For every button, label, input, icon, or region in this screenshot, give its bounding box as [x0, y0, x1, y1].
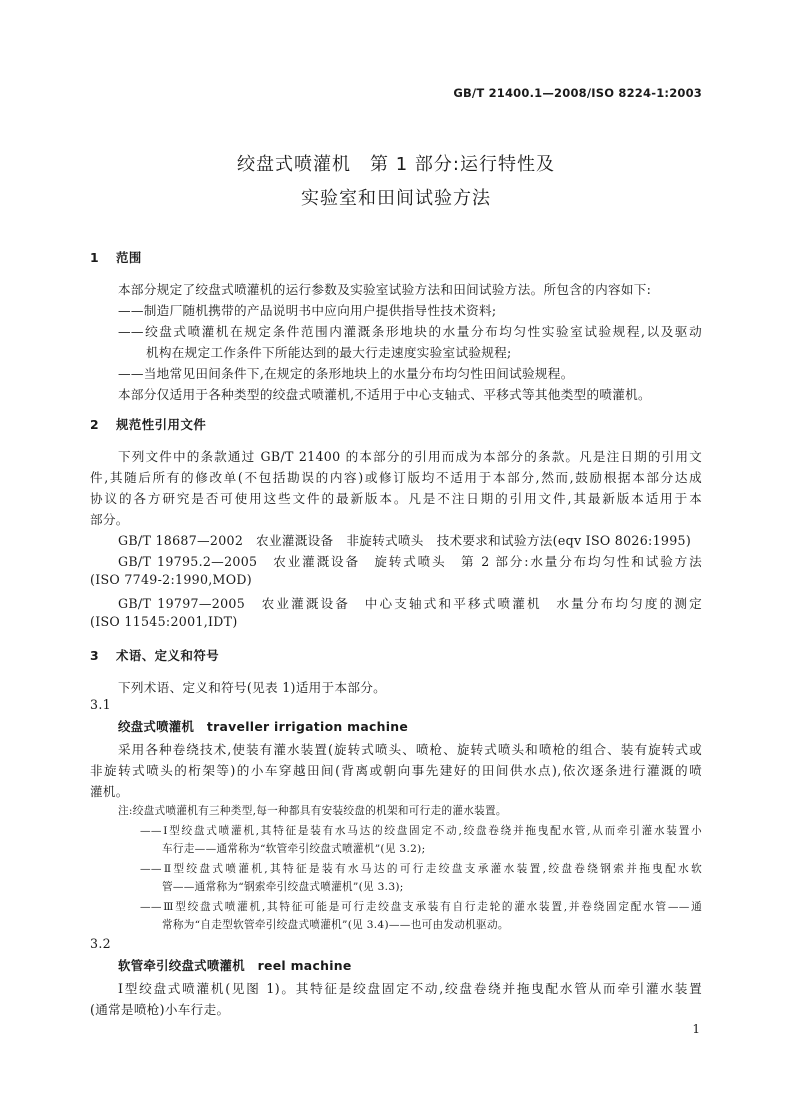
- note-item-continuation: 管——通常称为“钢索牵引绞盘式喷灌机”(见 3.3);: [162, 881, 404, 893]
- term-entry: [118, 717, 408, 735]
- clause-number: 3.1: [90, 697, 111, 712]
- section-title: 术语、定义和符号: [116, 648, 220, 663]
- list-item: ——绞盘式喷灌机在规定条件范围内灌溉条形地块的水量分布均匀性实验室试验规程,以及驱动: [118, 324, 702, 339]
- paragraph: 本部分规定了绞盘式喷灌机的运行参数及实验室试验方法和田间试验方法。所包含的内容如下:: [118, 282, 652, 297]
- paragraph: 下列术语、定义和符号(见表 1)适用于本部分。: [118, 680, 387, 695]
- reference-item: GB/T 19795.2—2005 农业灌溉设备 旋转式喷头 第 2 部分:水量分布均匀性和试验方法: [118, 554, 702, 569]
- term-english: traveller irrigation machine: [206, 719, 409, 734]
- section-number: 2: [90, 417, 100, 432]
- section-title: 规范性引用文件: [116, 417, 207, 432]
- section-3-heading: [90, 646, 219, 664]
- section-number: 3: [90, 648, 100, 663]
- paragraph: 部分。: [90, 512, 129, 527]
- paragraph: 下列文件中的条款通过 GB/T 21400 的本部分的引用而成为本部分的条款。凡是注日期的引用文: [118, 449, 702, 464]
- paragraph: 协议的各方研究是否可使用这些文件的最新版本。凡是不注日期的引用文件,其最新版本适用于本: [90, 491, 702, 506]
- definition: 灌机。: [90, 784, 129, 799]
- section-2-heading: [90, 415, 206, 433]
- document-title-line2: 实验室和田间试验方法: [301, 188, 491, 209]
- term-entry: [118, 956, 352, 974]
- list-item-continuation: 机构在规定工作条件下所能达到的最大行走速度实验室试验规程;: [146, 345, 512, 360]
- document-title-line1: 绞盘式喷灌机 第 1 部分:运行特性及: [237, 154, 555, 175]
- page-number: 1: [692, 1022, 700, 1036]
- note-item: ——Ⅲ型绞盘式喷灌机,其特征可能是可行走绞盘支承装有自行走轮的灌水装置,并卷绕固定配水管——通: [140, 901, 702, 913]
- term-chinese: 绞盘式喷灌机: [118, 719, 195, 734]
- standard-code: GB/T 21400.1—2008/ISO 8224-1:2003: [453, 86, 702, 100]
- definition: (通常是喷枪)小车行走。: [90, 1002, 230, 1017]
- clause-number: 3.2: [90, 936, 111, 951]
- reference-item-continuation: (ISO 11545:2001,IDT): [90, 614, 238, 629]
- reference-item: GB/T 19797—2005 农业灌溉设备 中心支轴式和平移式喷灌机 水量分布均匀度的测定: [118, 596, 702, 611]
- definition: 非旋转式喷头的桁架等)的小车穿越田间(背离或朝向事先建好的田间供水点),依次逐条进行灌溉的喷: [90, 763, 702, 778]
- list-item: ——当地常见田间条件下,在规定的条形地块上的水量分布均匀性田间试验规程。: [118, 366, 574, 381]
- reference-item-continuation: (ISO 7749-2:1990,MOD): [90, 572, 252, 587]
- section-title: 范围: [116, 250, 142, 265]
- note-item: ——Ⅱ型绞盘式喷灌机,其特征是装有水马达的可行走绞盘支承灌水装置,绞盘卷绕钢索并拖曳配水软: [140, 863, 702, 875]
- definition: Ⅰ型绞盘式喷灌机(见图 1)。其特征是绞盘固定不动,绞盘卷绕并拖曳配水管从而牵引灌水装置: [118, 981, 702, 996]
- section-1-heading: [90, 248, 142, 266]
- paragraph: 本部分仅适用于各种类型的绞盘式喷灌机,不适用于中心支轴式、平移式等其他类型的喷灌机。: [118, 387, 651, 402]
- reference-item: GB/T 18687—2002 农业灌溉设备 非旋转式喷头 技术要求和试验方法(eqv ISO 8026:1995): [118, 533, 692, 548]
- term-english: reel machine: [257, 958, 352, 973]
- note-item: ——Ⅰ型绞盘式喷灌机,其特征是装有水马达的绞盘固定不动,绞盘卷绕并拖曳配水管,从而牵引灌水装置小: [140, 825, 702, 837]
- note-item-continuation: 常称为“自走型软管牵引绞盘式喷灌机”(见 3.4)——也可由发动机驱动。: [162, 919, 509, 931]
- term-chinese: 软管牵引绞盘式喷灌机: [118, 958, 245, 973]
- list-item: ——制造厂随机携带的产品说明书中应向用户提供指导性技术资料;: [118, 303, 497, 318]
- note-item-continuation: 车行走——通常称为“软管牵引绞盘式喷灌机”(见 3.2);: [162, 843, 426, 855]
- paragraph: 件,其随后所有的修改单(不包括勘误的内容)或修订版均不适用于本部分,然而,鼓励根据本部分达成: [90, 470, 702, 485]
- section-number: 1: [90, 250, 100, 265]
- note: 注:绞盘式喷灌机有三种类型,每一种都具有安装绞盘的机架和可行走的灌水装置。: [118, 805, 507, 817]
- definition: 采用各种卷绕技术,使装有灌水装置(旋转式喷头、喷枪、旋转式喷头和喷枪的组合、装有旋转式或: [118, 742, 702, 757]
